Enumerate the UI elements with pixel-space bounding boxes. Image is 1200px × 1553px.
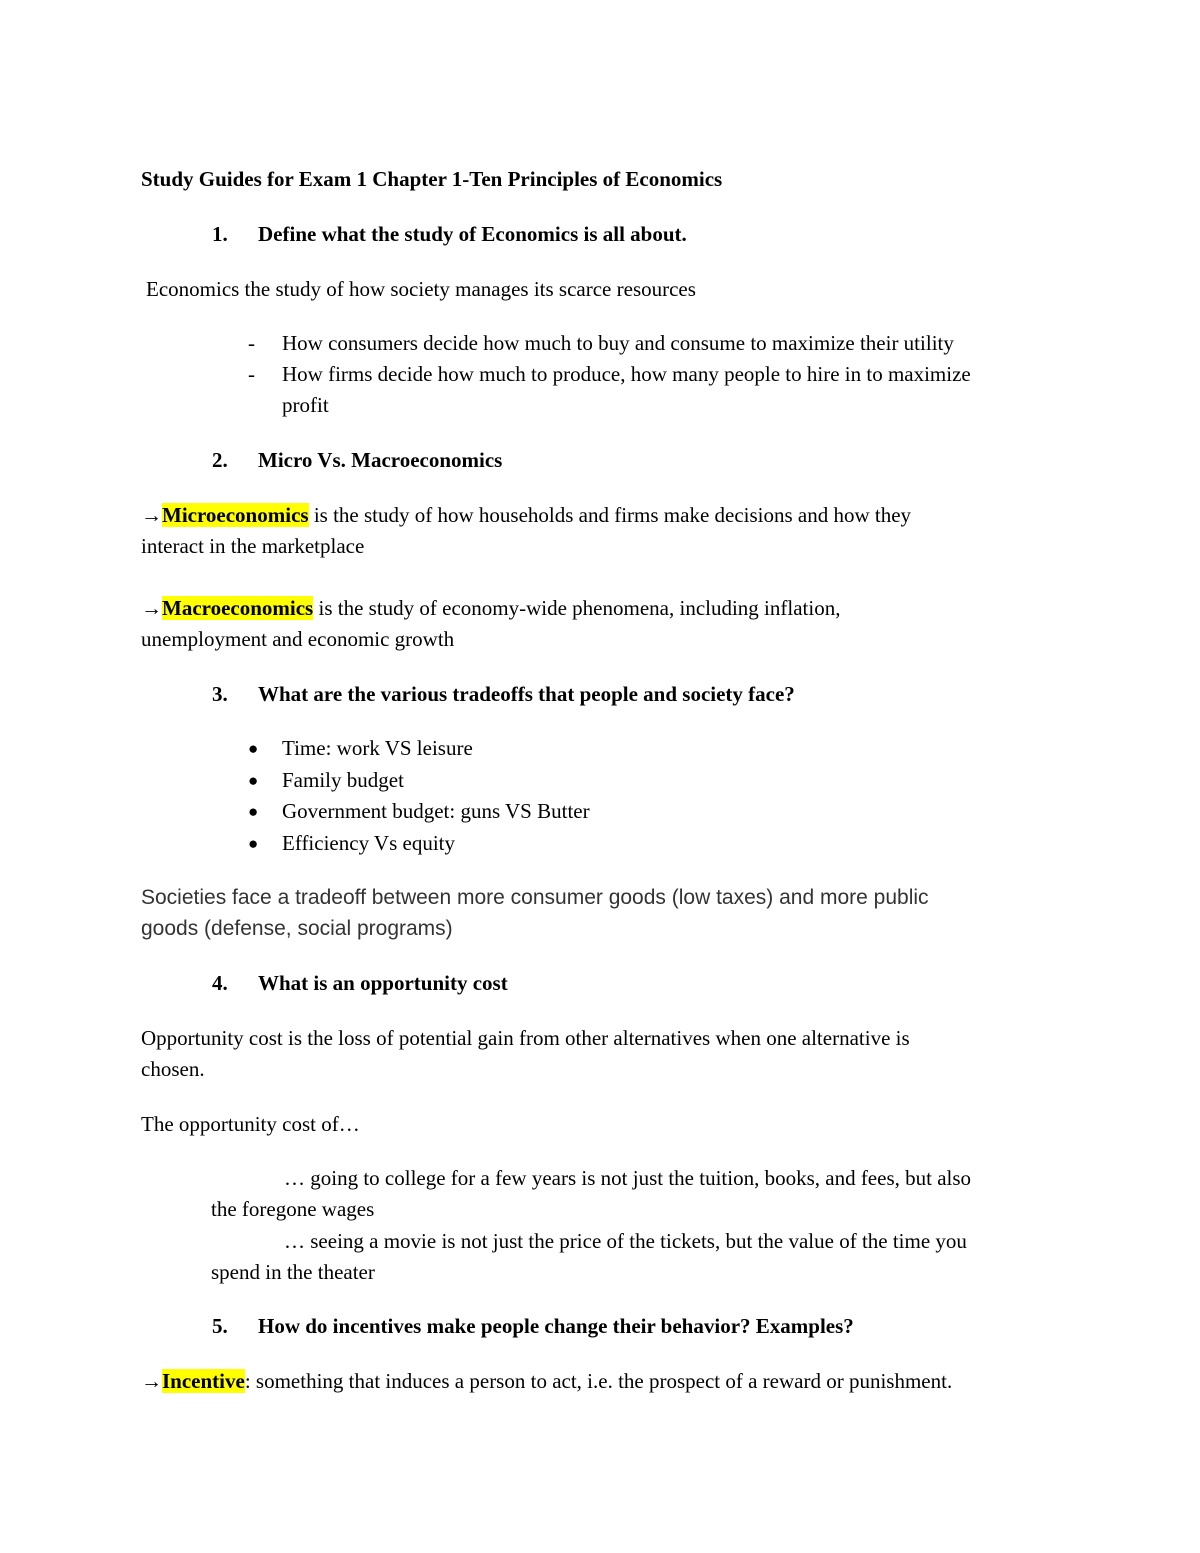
bullet-text: Government budget: guns VS Butter — [282, 799, 590, 823]
section-4-title: What is an opportunity cost — [258, 971, 508, 995]
section-5-number: 5. — [212, 1314, 228, 1338]
dash-item-text: How firms decide how much to produce, how many people to hire in to maximize — [282, 362, 971, 386]
bullet-icon: ● — [248, 802, 259, 821]
document-title: Study Guides for Exam 1 Chapter 1-Ten Principles of Economics — [141, 167, 723, 191]
macro-term: Macroeconomics — [162, 596, 314, 620]
example-1: … going to college for a few years is not just the tuition, books, and fees, but also — [284, 1166, 972, 1190]
opportunity-cost-definition: Opportunity cost is the loss of potential gain from other alternatives when one alternative is — [141, 1026, 910, 1050]
section-3-number: 3. — [212, 682, 228, 706]
example-2: … seeing a movie is not just the price of the tickets, but the value of the time you — [284, 1229, 967, 1253]
micro-text: is the study of how households and firms make decisions and how they — [308, 503, 912, 527]
tradeoff-note-cont: goods (defense, social programs) — [141, 917, 453, 940]
section-3-title: What are the various tradeoffs that people and society face? — [258, 682, 795, 706]
opportunity-cost-definition-cont: chosen. — [141, 1057, 205, 1081]
section-1-heading — [212, 219, 687, 250]
bullet-icon: ● — [248, 834, 259, 853]
dash-list-item — [248, 328, 954, 359]
dash-list-item — [248, 359, 971, 390]
example-1-cont: the foregone wages — [211, 1197, 375, 1221]
opportunity-cost-lead: The opportunity cost of… — [141, 1112, 360, 1136]
section-1-intro: Economics the study of how society manages its scarce resources — [146, 277, 696, 301]
incentive-definition — [141, 1366, 952, 1397]
section-5-title: How do incentives make people change their behavior? Examples? — [258, 1314, 854, 1338]
arrow-icon: → — [141, 1369, 162, 1393]
incentive-text: : something that induces a person to act, i.e. the prospect of a reward or punishment. — [244, 1369, 953, 1393]
micro-term: Microeconomics — [162, 503, 309, 527]
dash-marker: - — [248, 362, 255, 386]
section-1-title: Define what the study of Economics is all about. — [258, 222, 687, 246]
bullet-text: Family budget — [282, 768, 404, 792]
bullet-list-item — [248, 828, 455, 859]
section-3-heading — [212, 679, 795, 710]
dash-item-text: How consumers decide how much to buy and consume to maximize their utility — [282, 331, 954, 355]
bullet-icon: ● — [248, 771, 259, 790]
macro-definition-cont: unemployment and economic growth — [141, 627, 455, 651]
arrow-icon: → — [141, 596, 162, 620]
section-5-heading — [212, 1311, 854, 1342]
dash-item-continuation: profit — [282, 393, 329, 417]
bullet-list-item — [248, 765, 404, 796]
bullet-icon: ● — [248, 739, 259, 758]
arrow-icon: → — [141, 503, 162, 527]
incentive-term: Incentive — [162, 1369, 245, 1393]
example-2-cont: spend in the theater — [211, 1260, 375, 1284]
macro-definition — [141, 593, 840, 624]
section-4-number: 4. — [212, 971, 228, 995]
section-1-number: 1. — [212, 222, 228, 246]
micro-definition-cont: interact in the marketplace — [141, 534, 365, 558]
bullet-text: Time: work VS leisure — [282, 736, 473, 760]
bullet-list-item — [248, 796, 590, 827]
section-4-heading — [212, 968, 508, 999]
section-2-heading — [212, 445, 502, 476]
dash-marker: - — [248, 331, 255, 355]
bullet-list-item — [248, 733, 473, 764]
section-2-number: 2. — [212, 448, 228, 472]
macro-text: is the study of economy-wide phenomena, including inflation, — [313, 596, 841, 620]
tradeoff-note: Societies face a tradeoff between more consumer goods (low taxes) and more public — [141, 886, 929, 909]
section-2-title: Micro Vs. Macroeconomics — [258, 448, 503, 472]
micro-definition — [141, 500, 911, 531]
bullet-text: Efficiency Vs equity — [282, 831, 456, 855]
